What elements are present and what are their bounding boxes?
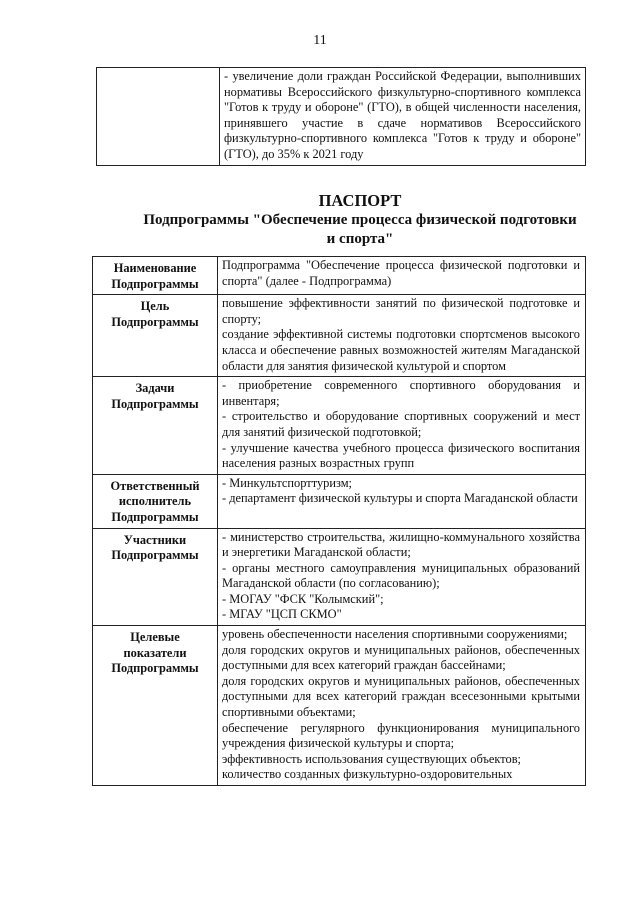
row-content (218, 474, 586, 528)
content-item: создание эффективной системы подготовки спортсменов высокого класса и обеспечение равных возможностей жителям Магаданской области для занятия физической культурой и спортом (222, 327, 580, 373)
content-item: Подпрограмма "Обеспечение процесса физической подготовки и спорта" (далее - Подпрограмма) (222, 258, 580, 288)
continuation-table (96, 67, 586, 166)
passport-row-goal (93, 295, 586, 377)
content-item: - МГАУ "ЦСП СКМО" (222, 607, 342, 622)
page-number: 11 (313, 33, 327, 48)
passport-row-indicators (93, 626, 586, 786)
row-label: Наименование Подпрограммы (93, 257, 218, 295)
content-item: повышение эффективности занятий по физической подготовке и спорту; (222, 296, 580, 326)
row-content (218, 377, 586, 475)
row-content (218, 528, 586, 626)
row-content (218, 257, 586, 295)
content-item: - строительство и оборудование спортивных сооружений и мест для занятий физической подготовкой; (222, 409, 580, 439)
content-item: - органы местного самоуправления муниципальных образований Магаданской области (по согласованию); (222, 560, 580, 591)
content-item: - департамент физической культуры и спорта Магаданской области (222, 491, 578, 506)
table-row (97, 68, 586, 166)
passport-heading (80, 191, 640, 249)
content-item: количество созданных физкультурно-оздоровительных (222, 767, 513, 782)
empty-cell (97, 68, 220, 166)
content-item: - МОГАУ "ФСК "Колымский"; (222, 591, 384, 606)
content-item: - улучшение качества учебного процесса физического воспитания населения разных возрастных групп (222, 440, 580, 471)
content-item: уровень обеспеченности населения спортивными сооружениями; (222, 627, 568, 642)
indicator-text: - увеличение доли граждан Российской Федерации, выполнивших нормативы Всероссийского физкультурно-спортивного комплекса "Готов к труду и обороне" (ГТО), в общей численности населения, принявшего участие в сдаче нормативов Всероссийского физкультурно-спортивного комплекса "Готов к труду и обороне" (ГТО), до 35% к 2021 году (224, 69, 581, 161)
passport-row-executor (93, 474, 586, 528)
passport-row-tasks (93, 377, 586, 475)
content-item: - приобретение современного спортивного оборудования и инвентаря; (222, 378, 580, 408)
passport-table (92, 256, 586, 786)
row-content (218, 626, 586, 786)
subprogram-title-line-2: и спорта" (326, 231, 394, 247)
passport-row-participants (93, 528, 586, 626)
subprogram-title-line-1: Подпрограммы "Обеспечение процесса физической подготовки (143, 212, 577, 228)
content-item: доля городских округов и муниципальных районов, обеспеченных доступными для всех категорий граждан всесезонными крытыми спортивными объектами; (222, 673, 580, 720)
passport-title: ПАСПОРТ (318, 191, 402, 210)
row-label: Цель Подпрограммы (93, 295, 218, 377)
row-label: Участники Подпрограммы (93, 528, 218, 626)
indicator-cell (220, 68, 586, 166)
content-item: - министерство строительства, жилищно-коммунального хозяйства и энергетики Магаданской области; (222, 529, 580, 560)
content-item: эффективность использования существующих объектов; (222, 751, 522, 766)
row-label: Ответственный исполнитель Подпрограммы (93, 474, 218, 528)
row-label: Целевые показатели Подпрограммы (93, 626, 218, 786)
passport-row-name (93, 257, 586, 295)
row-content (218, 295, 586, 377)
content-item: - Минкультспорттуризм; (222, 475, 352, 490)
content-item: доля городских округов и муниципальных районов, обеспеченных доступными для всех категорий граждан бассейнами; (222, 642, 580, 673)
content-item: обеспечение регулярного функционирования муниципального учреждения физической культуры и спорта; (222, 720, 580, 751)
row-label: Задачи Подпрограммы (93, 377, 218, 475)
